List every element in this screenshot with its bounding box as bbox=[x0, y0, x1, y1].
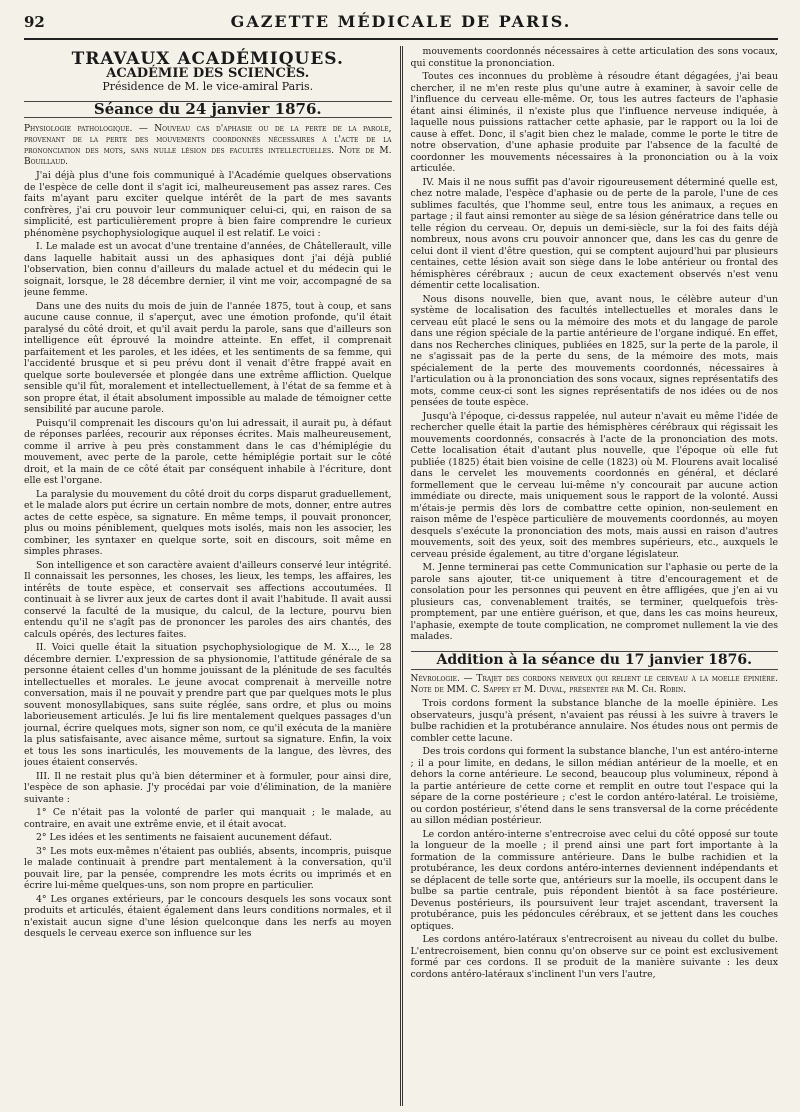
paragraph: 3° Les mots eux-mêmes n'étaient pas oubliés, absents, incompris, puisque le malade continuait à prendre part mentalement à la conversation, qu'il pouvait lire, par la pensée, comprendre les mots écrits ou imprimés et en écrire lui-même quelques-uns, son nom propre en particulier. bbox=[24, 845, 392, 891]
journal-title: GAZETTE MÉDICALE DE PARIS. bbox=[230, 12, 572, 31]
paragraph: Dans une des nuits du mois de juin de l'année 1875, tout à coup, et sans aucune cause connue, il s'aperçut, avec une émotion profonde, qu'il était paralysé du côté droit, et qu'il avait perdu la parole, sans que d'ailleurs son intelligence eût éprouvé la moindre atteinte. En effet, il comprenait parfaitement et les paroles, et les idées, et les sentiments de sa femme, qui l'accidenté brusque et si peu prévu dont il venait d'être frappé avait en quelque sorte bouleversée et plongée dans une extrême affliction. Quelque sensible qu'il fût, moralement et intellectuellement, à l'état de sa femme et à son propre état, il était absolument impossible au malade de témoigner cette sensibilité par aucune parole. bbox=[24, 300, 392, 415]
rubric-bouillaud bbox=[24, 124, 392, 168]
paragraph: Son intelligence et son caractère avaient d'ailleurs conservé leur intégrité. Il connaissait les personnes, les choses, les lieux, les temps, les affaires, les intérêts de toute espèce, et conservait ses affections accoutumées. Il continuait à se livrer aux jeux de cartes dont il avait l'habitude. Il avait aussi conservé la faculté de la musique, du calcul, de la lecture, pourvu bien entendu qu'il ne s'agît pas de prononcer les paroles des airs chantés, des calculs opérés, des lectures faites. bbox=[24, 559, 392, 640]
page-header bbox=[24, 12, 778, 40]
columns bbox=[24, 46, 778, 1106]
rubric-text: — Nouveau cas d'aphasie ou de la perte de la parole, provenant de la perte des mouvements coordonnés nécessaires à l'acte de la prononciation des mots, sans nulle lésion des facultés intellectuelles. Note de M. Bouillaud. bbox=[24, 124, 392, 167]
page-number: 92 bbox=[24, 13, 45, 31]
right-column bbox=[400, 46, 779, 1106]
paragraph: Jusqu'à l'époque, ci-dessus rappelée, nul auteur n'avait eu même l'idée de rechercher quelle était la partie des hémisphères cérébraux qui régissait les mouvements coordonnés, consacrés à l'acte de la prononciation des mots. Cette localisation était d'autant plus nouvelle, que l'époque où elle fut publiée (1825) était bien voisine de celle (1823) où M. Flourens avait localisé dans le cervelet les mouvements coordonnés en général, et déclaré formellement que le cerveau lui-même n'y concourait par aucune action immédiate ou directe, mais uniquement sous le rapport de la volonté. Aussi m'étais-je permis dès lors de combattre cette opinion, non-seulement en raison même de l'espèce particulière de mouvements coordonnés, au moyen desquels s'exécute la prononciation des mots, mais aussi en raison d'autres mouvements, soit des yeux, soit des membres supérieurs, etc., auxquels le cerveau préside également, au titre d'organe législateur. bbox=[410, 410, 778, 560]
paragraph: Toutes ces inconnues du problème à résoudre étant dégagées, j'ai beau chercher, il ne m'en reste plus qu'une autre à examiner, à savoir celle de l'influence du cerveau elle-même. Or, tous les autres facteurs de l'aphasie étant ainsi éliminés, il n'existe plus que l'influence nerveuse indiquée, à laquelle nous puissions rattacher cette aphasie, par le rapport ou la loi de cause à effet. Donc, il s'agit bien chez le malade, comme le porte le titre de notre observation, d'une aphasie produite par l'absence de la faculté de coordonner les mouvements nécessaires à la prononciation ou à la voix articulée. bbox=[410, 71, 778, 174]
paragraph: 1° Ce n'était pas la volonté de parler qui manquait ; le malade, au contraire, en avait une extrême envie, et il était avocat. bbox=[24, 807, 392, 830]
section-title: TRAVAUX ACADÉMIQUES. bbox=[71, 49, 344, 69]
paragraph: Le cordon antéro-interne s'entrecroise avec celui du côté opposé sur toute la longueur de la moelle ; il prend ainsi une part fort importante à la formation de la commissure antérieure. Dans le bulbe rachidien et la protubérance, les deux cordons antéro-internes deviennent indépendants et se déplacent de telle sorte que, antérieurs sur la moelle, ils occupent dans le bulbe sa partie centrale, puis répondent bientôt à sa face postérieure. Devenus postérieurs, ils poursuivent leur trajet ascendant, traversent la protubérance, puis les pédoncules cérébraux, et se jettent dans les couches optiques. bbox=[410, 828, 778, 932]
paragraph: I. Le malade est un avocat d'une trentaine d'années, de Châtellerault, ville dans laquelle habitait aussi un des aphasiques dont j'ai déjà publié l'observation, bien connu d'ailleurs du malade actuel et du médecin qui le soignait, lorsque, le 28 décembre dernier, il vint me voir, accompagné de sa jeune femme. bbox=[24, 241, 392, 298]
presidence-line: Présidence de M. le vice-amiral Paris. bbox=[102, 80, 314, 93]
rubric-label: Physiologie pathologique. bbox=[24, 124, 133, 134]
paragraph: J'ai déjà plus d'une fois communiqué à l'Académie quelques observations de l'espèce de celle dont il s'agit ici, malheureusement pas assez rares. Ces faits m'ayant paru exciter quelque intérêt de la part de mes savants confrères, j'ai cru pouvoir leur communiquer celui-ci, qui, en raison de sa simplicité, est particulièrement propre à bien faire comprendre le curieux phénomène psychophysiologique auquel il est relatif. Le voici : bbox=[24, 170, 392, 239]
seance-heading: Séance du 24 janvier 1876. bbox=[24, 101, 392, 119]
academy-title: ACADÉMIE DES SCIENCES. bbox=[106, 65, 310, 81]
paragraph: La paralysie du mouvement du côté droit du corps disparut graduellement, et le malade alors put écrire un certain nombre de mots, donner, entre autres actes de cette espèce, sa signature. En même temps, il pouvait prononcer, plus ou moins péniblement, quelques mots isolés, mais non les associer, les combiner, les syntaxer en quelque sorte, soit en discours, soit même en simples phrases. bbox=[24, 488, 392, 557]
paragraph: 4° Les organes extérieurs, par le concours desquels les sons vocaux sont produits et articulés, étaient également dans leurs conditions normales, et il n'existait aucun signe d'une lésion quelconque dans les nerfs au moyen desquels le cerveau exerce son influence sur les bbox=[24, 893, 392, 939]
paragraph: Des trois cordons qui forment la substance blanche, l'un est antéro-interne ; il a pour limite, en dedans, le sillon médian antérieur de la moelle, et en dehors la corne antérieure. Le second, beaucoup plus volumineux, répond à la partie antérieure de cette corne et remplit en outre tout l'espace qui la sépare de la corne postérieure ; c'est le cordon antéro-latéral. Le troisième, ou cordon postérieur, s'étend dans le sens transversal de la corne précédente au sillon médian postérieur. bbox=[410, 746, 778, 826]
paragraph: Nous disons nouvelle, bien que, avant nous, le célèbre auteur d'un système de localisation des facultés intellectuelles et morales dans le cerveau eût placé le sens ou la mémoire des mots et du langage de parole dans une région spéciale de la partie antérieure de l'organe indiqué. En effet, dans nos Recherches cliniques, publiées en 1825, sur la perte de la parole, il ne s'agissait pas de la perte du sens, de la mémoire des mots, mais spécialement de la perte des mouvements coordonnés, nécessaires à l'articulation ou à la prononciation des sons vocaux, signes représentatifs des mots, comme ceux-ci sont les signes représentatifs de nos idées ou de nos pensées de toute espèce. bbox=[410, 293, 778, 408]
rubric-text: — Trajet des cordons nerveux qui relient le cerveau à la moelle épinière. Note de MM. C. Sappey et M. Duval, présentée par M. Ch. Robin. bbox=[410, 674, 778, 695]
paragraph: M. Jenne terminerai pas cette Communication sur l'aphasie ou perte de la parole sans ajouter, tit-ce uniquement à titre d'encouragement et de consolation pour les personnes qui peuvent en être affligées, que j'en ai vu plusieurs cas, convenablement traités, se terminer, quelquefois très-promptement, par une entière guérison, et que, dans les cas moins heureux, l'aphasie, exempte de toute complication, ne compromet nullement la vie des malades. bbox=[410, 562, 778, 642]
left-column bbox=[24, 46, 400, 1106]
paragraph: Les cordons antéro-latéraux s'entrecroisent au niveau du collet du bulbe. L'entrecroisement, bien connu qu'on observe sur ce point est exclusivement formé par ces cordons. Il se produit de la manière suivante : les deux cordons antéro-latéraux s'inclinent l'un vers l'autre, bbox=[410, 934, 778, 980]
paragraph: IV. Mais il ne nous suffit pas d'avoir rigoureusement déterminé quelle est, chez notre malade, l'espèce d'aphasie ou de perte de la parole, l'une de ces sublimes facultés, que l'homme seul, entre tous les animaux, a reçues en partage ; il faut ainsi remonter au siège de sa lésion génératrice dans telle ou telle région du cerveau. Or, depuis un demi-siècle, sur la foi des faits déjà nombreux, nous avons cru pouvoir annoncer que, dans les cas du genre de celui dont il vient d'être question, qui se comptent aujourd'hui par plusieurs centaines, cette lésion avait son siège dans le lobe antérieur ou frontal des hémisphères cérébraux ; aucun de ceux exactement observés n'est venu démentir cette localisation. bbox=[410, 176, 778, 291]
rubric-label: Névrologie. bbox=[410, 674, 460, 684]
addition-heading: Addition à la séance du 17 janvier 1876. bbox=[411, 651, 779, 671]
paragraph: 2° Les idées et les sentiments ne faisaient aucunement défaut. bbox=[36, 832, 332, 843]
paragraph: III. Il ne restait plus qu'à bien déterminer et à formuler, pour ainsi dire, l'espèce de son aphasie. J'y procédai par voie d'élimination, de la manière suivante : bbox=[24, 770, 392, 805]
paragraph: Trois cordons forment la substance blanche de la moelle épinière. Les observateurs, jusqu'à présent, n'avaient pas réussi à les suivre à travers le bulbe rachidien et la protubérance annulaire. Nos études nous ont permis de combler cette lacune. bbox=[410, 698, 778, 744]
rubric-sappey-duval bbox=[411, 674, 779, 696]
paragraph: II. Voici quelle était la situation psychophysiologique de M. X..., le 28 décembre dernier. L'expression de sa physionomie, l'attitude générale de sa personne étaient celles d'un homme jouissant de la plénitude de ses facultés intellectuelles et morales. Le jeune avocat comprenait à merveille notre conversation, mais il ne pouvait y prendre part que par quelques mots le plus souvent monosyllabiques, sans suite réglée, sans ordre, et plus ou moins laborieusement articulés. Je lui fis lire mentalement quelques passages d'un journal, écrire quelques mots, signer son nom, ce qu'il exécuta de la manière la plus satisfaisante, avec aisance même, surtout sa signature. Enfin, la voix et tous les sons inarticulés, les mouvements de la langue, des lèvres, des joues étaient conservés. bbox=[24, 642, 392, 768]
paragraph: mouvements coordonnés nécessaires à cette articulation des sons vocaux, qui constitue la prononciation. bbox=[410, 46, 778, 69]
paragraph: Puisqu'il comprenait les discours qu'on lui adressait, il aurait pu, à défaut de réponses parlées, recourir aux réponses écrites. Mais malheureusement, comme il arrive à peu près constamment dans le cas d'hémiplégie du mouvement, avec perte de la parole, cette hémiplégie portait sur le côté droit, et la main de ce côté était par conséquent inhabile à l'écriture, dont elle est l'organe. bbox=[24, 417, 392, 486]
